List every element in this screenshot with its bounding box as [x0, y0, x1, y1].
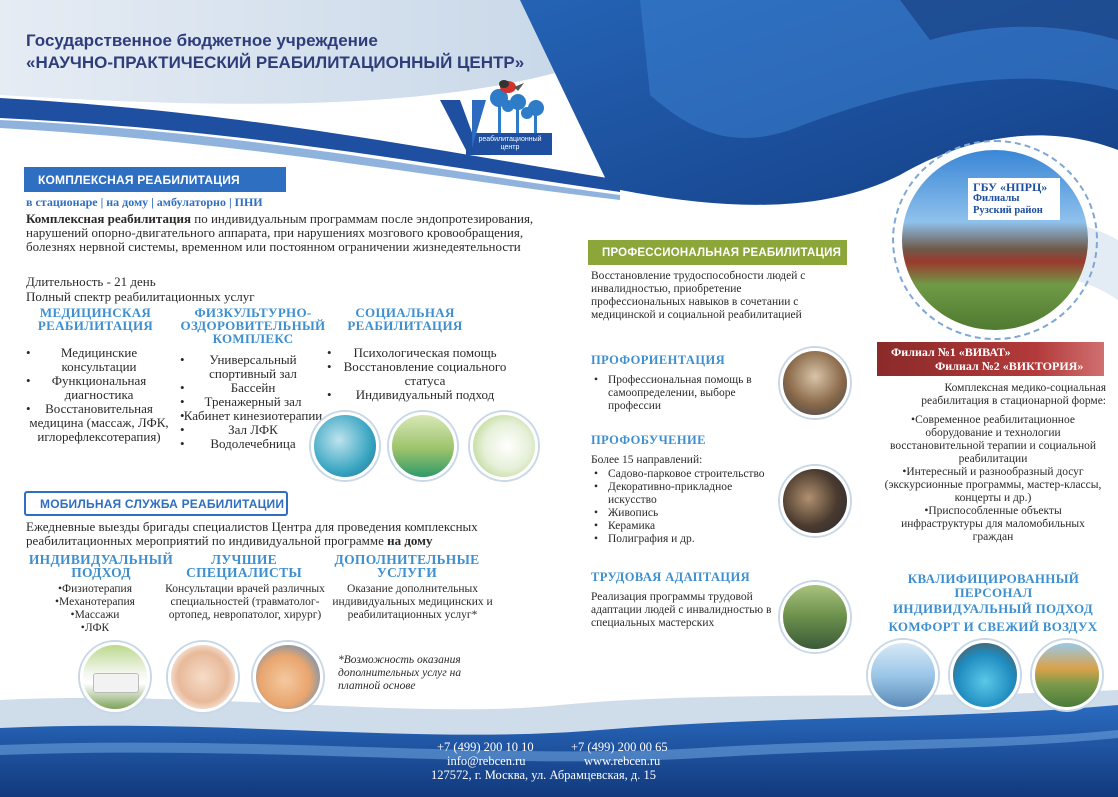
list-item: • Полиграфия и др. [592, 533, 782, 546]
list-item: • Тренажерный зал [178, 395, 328, 409]
photo-ambulance [80, 642, 150, 712]
labor-title: ТРУДОВАЯ АДАПТАЦИЯ [591, 570, 751, 584]
branches-intro: Комплексная медико-социальная реабилитация в стационарной форме: [921, 382, 1106, 407]
branch-label-region: Рузский район [973, 205, 1043, 216]
branches-banner [877, 342, 1104, 376]
photo-labor [780, 582, 850, 652]
footer-email[interactable]: info@rebcen.ru [447, 754, 526, 768]
photo-training [780, 466, 850, 536]
list-item: • Универсальный спортивный зал [178, 353, 328, 381]
sport-complex-title: ФИЗКУЛЬТУРНО-ОЗДОРОВИТЕЛЬНЫЙ КОМПЛЕКС [180, 305, 326, 346]
footer-website[interactable]: www.rebcen.ru [584, 754, 661, 768]
list-item: • Восстановление социального статуса [325, 360, 525, 388]
list-item: •Современное реабилитационное оборудование и технологии восстановительной терапии и социальной реабилитации [889, 414, 1096, 465]
social-rehab-title: СОЦИАЛЬНАЯ РЕАБИЛИТАЦИЯ [347, 305, 463, 333]
photo-physiotherapy [311, 412, 379, 480]
complex-intro-bold: Комплексная реабилитация [26, 211, 191, 226]
slogan-individual: ИНДИВИДУАЛЬНЫЙ ПОДХОД [892, 601, 1094, 616]
complex-intro [26, 212, 566, 254]
branch1-name: Филиал №1 «ВИВАТ» [891, 345, 1011, 359]
list-item: • Восстановительная медицина (массаж, ЛФК, иглорефлексотерапия) [24, 402, 174, 444]
photo-gym [389, 412, 457, 480]
paid-note: *Возможность оказания дополнительных услуг на платной основе [338, 654, 462, 692]
mobile-service-banner: МОБИЛЬНАЯ СЛУЖБА РЕАБИЛИТАЦИИ [24, 491, 288, 516]
logo-caption-line1: реабилитационный [478, 136, 542, 143]
training-lead: Более 15 направлений: [591, 454, 703, 466]
complex-rehab-banner: КОМПЛЕКСНАЯ РЕАБИЛИТАЦИЯ [24, 167, 286, 192]
list-item: • Живопись [592, 507, 782, 520]
photo-branch-building [902, 150, 1088, 330]
photo-gym-branch [868, 640, 938, 710]
list-item: • Индивидуальный подход [325, 388, 525, 402]
mobile-intro-bold: на дому [387, 533, 433, 548]
list-item: • Декоративно-прикладное искусство [592, 481, 782, 507]
sport-list [178, 353, 328, 451]
list-item: •Интересный и разнообразный досуг (экскурсионные программы, мастер-классы, концерты и др.) [884, 466, 1102, 504]
photo-massage [253, 642, 323, 712]
professional-intro: Восстановление трудоспособности людей с инвалидностью, приобретение профессиональных навыков в сочетании с медицинской и социальной реабилитацией [591, 270, 806, 321]
training-list [592, 468, 782, 546]
slogan-staff: КВАЛИФИЦИРОВАННЫЙ ПЕРСОНАЛ [907, 571, 1080, 600]
spectrum-text: Полный спектр реабилитационных услуг [26, 289, 255, 304]
bird-icon [499, 80, 524, 93]
labor-text: Реализация программы трудовой адаптации людей с инвалидностью в специальных мастерских [591, 591, 772, 629]
list-item: • Водолечебница [178, 437, 328, 451]
list-item: •ЛФК [80, 622, 110, 634]
professional-rehab-banner: ПРОФЕССИОНАЛЬНАЯ РЕАБИЛИТАЦИЯ [588, 240, 847, 265]
photo-orientation [780, 348, 850, 418]
footer-address: 127572, г. Москва, ул. Абрамцевская, д. 15 [431, 768, 657, 782]
list-item: • Психологическая помощь [325, 346, 525, 360]
slogan-comfort: КОМФОРТ И СВЕЖИЙ ВОЗДУХ [888, 619, 1098, 634]
specialists-text: Консультации врачей различных специальностей (травматолог-ортопед, невропатолог, хирург) [165, 583, 325, 621]
medical-rehab-title: МЕДИЦИНСКАЯ РЕАБИЛИТАЦИЯ [37, 305, 154, 333]
extra-services-text: Оказание дополнительных индивидуальных медицинских и реабилитационных услуг* [332, 583, 493, 621]
photo-pool [950, 640, 1020, 710]
photo-hand-therapy [168, 642, 238, 712]
center-logo [438, 78, 554, 164]
individual-approach-title: ИНДИВИДУАЛЬНЫЙ ПОДХОД [28, 552, 174, 580]
list-item: • Функциональная диагностика [24, 374, 174, 402]
list-item: • Керамика [592, 520, 782, 533]
logo-caption-line2: центр [500, 144, 520, 151]
branch2-name: Филиал №2 «ВИКТОРИЯ» [935, 359, 1084, 373]
complex-intro-rest: по индивидуальным программам после эндопротезирования, нарушений опорно-двигательного аппарата, при нарушениях мозгового кровообращения, болезнях нервной системы, временном или постоянном ограничении жизнедеятельности [26, 211, 534, 254]
branches-list [884, 414, 1102, 544]
social-list [325, 346, 525, 402]
individual-list [40, 583, 150, 635]
list-item: • Зал ЛФК [178, 423, 328, 437]
medical-list [24, 346, 174, 444]
list-item: • Профессиональная помощь в самоопределении, выборе профессии [592, 374, 770, 413]
duration-text: Длительность - 21 день [26, 274, 156, 289]
footer-phone2[interactable]: +7 (499) 200 00 65 [571, 740, 668, 754]
org-name-line1: Государственное бюджетное учреждение [26, 31, 378, 50]
list-item: • Бассейн [178, 381, 328, 395]
list-item: •Массажи [70, 609, 120, 621]
footer-phone1[interactable]: +7 (499) 200 10 10 [437, 740, 534, 754]
photo-nature [1032, 640, 1102, 710]
orientation-title: ПРОФОРИЕНТАЦИЯ [591, 353, 726, 367]
mobile-intro [26, 520, 546, 548]
rehab-modes: в стационаре | на дому | амбулаторно | ПНИ [26, 195, 263, 209]
extra-services-title: ДОПОЛНИТЕЛЬНЫЕ УСЛУГИ [334, 552, 480, 580]
branch-label-subtitle: Филиалы [973, 193, 1020, 204]
branch-label [968, 178, 1060, 220]
orientation-list [592, 374, 770, 413]
list-item: •Физиотерапия [58, 583, 132, 595]
branch-label-title: ГБУ «НПРЦ» [973, 180, 1048, 194]
best-specialists-title: ЛУЧШИЕ СПЕЦИАЛИСТЫ [186, 552, 302, 580]
list-item: •Приспособленные объекты инфраструктуры для маломобильных граждан [901, 505, 1085, 543]
list-item: • Медицинские консультации [24, 346, 174, 374]
photo-equipment [470, 412, 538, 480]
list-item: • Кабинет кинезиотерапии [178, 409, 328, 423]
org-name-line2: «НАУЧНО-ПРАКТИЧЕСКИЙ РЕАБИЛИТАЦИОННЫЙ ЦЕНТР» [26, 53, 525, 72]
mobile-intro-text: Ежедневные выезды бригады специалистов Центра для проведения комплексных реабилитационных мероприятий по индивидуальной программе [26, 519, 478, 548]
list-item: •Механотерапия [55, 596, 135, 608]
list-item: • Садово-парковое строительство [592, 468, 782, 481]
training-title: ПРОФОБУЧЕНИЕ [591, 433, 706, 447]
